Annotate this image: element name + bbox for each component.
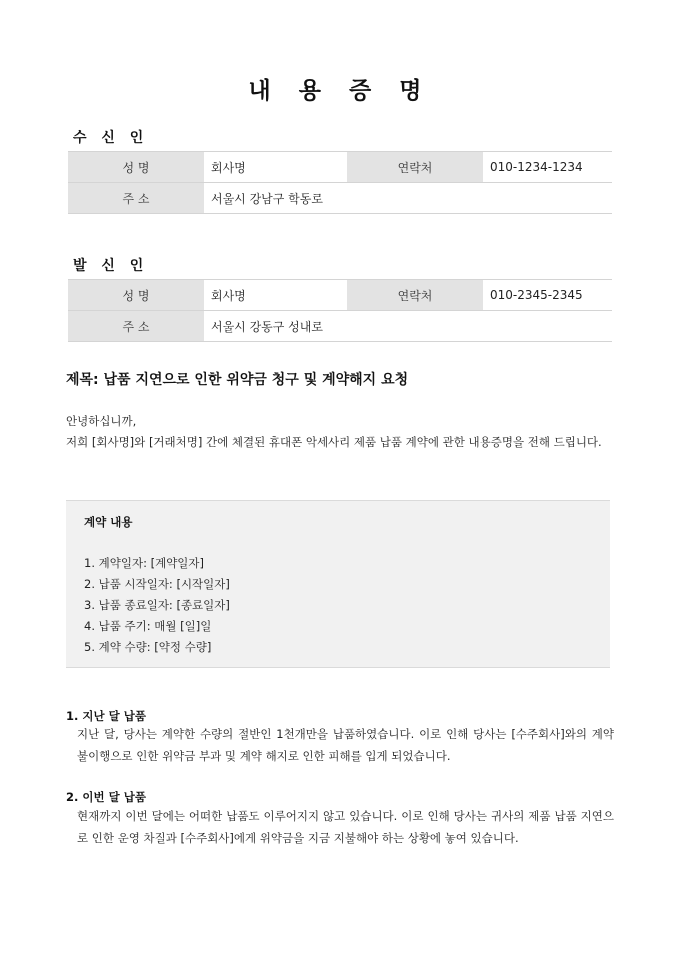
sender-address-value: 서울시 강동구 성내로: [204, 311, 612, 342]
recipient-address-value: 서울시 강남구 학동로: [204, 183, 612, 214]
sender-contact-value: 010-2345-2345: [483, 280, 612, 311]
recipient-contact-value: 010-1234-1234: [483, 152, 612, 183]
contract-item: 1. 계약일자: [계약일자]: [84, 556, 205, 570]
recipient-row-address: [68, 183, 612, 214]
intro-greeting: 안녕하십니까,: [66, 414, 137, 428]
sender-heading: 발 신 인: [73, 258, 149, 274]
contract-item: 3. 납품 종료일자: [종료일자]: [84, 598, 230, 612]
recipient-contact-label: 연락처: [347, 152, 483, 183]
contract-item: 5. 계약 수량: [약정 수량]: [84, 640, 212, 654]
section-body: 지난 달, 당사는 계약한 수량의 절반인 1천개만을 납품하였습니다. 이로 인해 당사는 [수주회사]와의 계약 불이행으로 인한 위약금 부과 및 계약 해지로 인한 피해를 입게 되었습니다.: [77, 727, 614, 763]
sender-table: [68, 279, 612, 342]
section-heading: 2. 이번 달 납품: [66, 790, 146, 804]
recipient-heading: 수 신 인: [73, 130, 149, 146]
intro-paragraph: [66, 411, 614, 453]
recipient-row-name: [68, 152, 612, 183]
section-heading: 1. 지난 달 납품: [66, 709, 146, 723]
sender-row-address: [68, 311, 612, 342]
recipient-table: [68, 151, 612, 214]
subject-line: 제목: 납품 지연으로 인한 위약금 청구 및 계약해지 요청: [66, 372, 409, 388]
sender-row-name: [68, 280, 612, 311]
sender-name-label: 성 명: [68, 280, 204, 311]
contract-title: 계약 내용: [84, 515, 133, 529]
recipient-name-label: 성 명: [68, 152, 204, 183]
recipient-address-label: 주 소: [68, 183, 204, 214]
intro-body: 저희 [회사명]와 [거래처명] 간에 체결된 휴대폰 악세사리 제품 납품 계약에 관한 내용증명을 전해 드립니다.: [66, 435, 602, 449]
sender-name-value: 회사명: [204, 280, 347, 311]
section-body: 현재까지 이번 달에는 어떠한 납품도 이루어지지 않고 있습니다. 이로 인해 당사는 귀사의 제품 납품 지연으로 인한 운영 차질과 [수주회사]에게 위약금을 지금 지불해야 하는 상황에 놓여 있습니다.: [77, 809, 614, 845]
contract-details-box: [66, 500, 610, 668]
sender-contact-label: 연락처: [347, 280, 483, 311]
recipient-name-value: 회사명: [204, 152, 347, 183]
contract-item: 4. 납품 주기: 매월 [일]일: [84, 619, 212, 633]
contract-item: 2. 납품 시작일자: [시작일자]: [84, 577, 230, 591]
sender-address-label: 주 소: [68, 311, 204, 342]
document-title: 내 용 증 명: [248, 78, 432, 104]
contract-item-list: [84, 553, 230, 658]
